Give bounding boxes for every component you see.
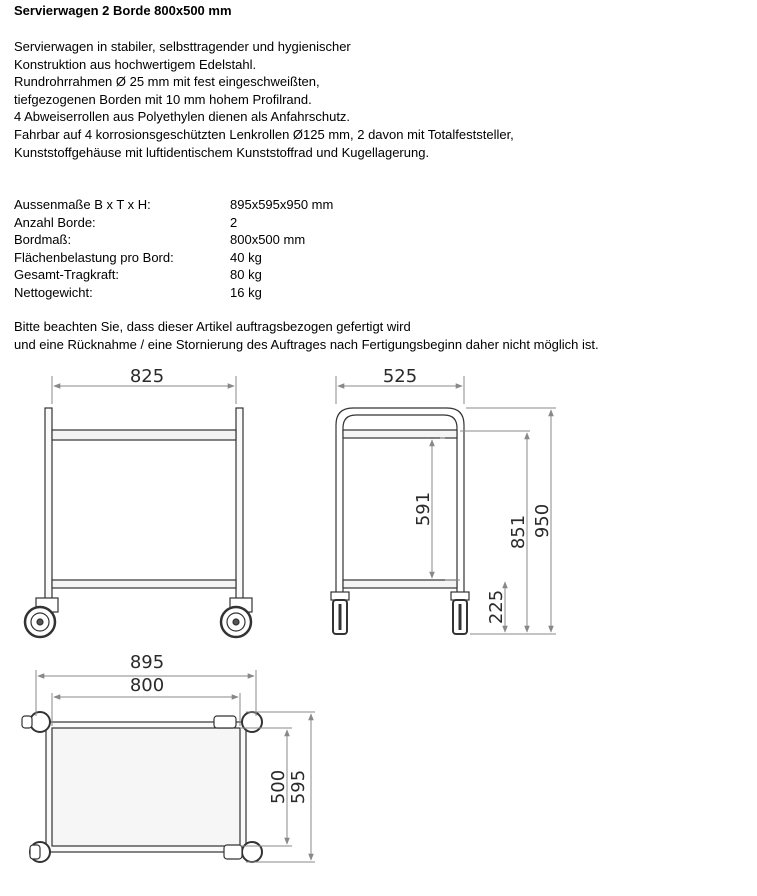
front-view: [25, 408, 252, 637]
dimension-label: 895: [129, 652, 165, 673]
dimension-label: 525: [382, 366, 418, 387]
dimension-label: 591: [413, 491, 434, 527]
spec-label: Bordmaß:: [14, 232, 72, 247]
dimension-label: 225: [486, 589, 507, 625]
caster-wheel: [221, 598, 252, 637]
page-title: Servierwagen 2 Borde 800x500 mm: [14, 3, 232, 18]
description-line: Kunststoffgehäuse mit luftidentischem Kunststoffrad und Kugellagerung.: [14, 144, 430, 160]
caster-wheel: [451, 592, 469, 634]
spec-value: 800x500 mm: [230, 232, 306, 247]
top-view: [22, 712, 262, 862]
spec-value: 80 kg: [230, 267, 262, 282]
spec-value: 16 kg: [230, 284, 262, 300]
spec-label: Anzahl Borde:: [14, 214, 96, 230]
description-line: tiefgezogenen Borden mit 10 mm hohem Profilrand.: [14, 91, 312, 107]
spec-label: Flächenbelastung pro Bord:: [14, 249, 174, 265]
dimension-label: 500: [268, 769, 289, 805]
caster-wheel: [25, 598, 58, 637]
description-line: Konstruktion aus hochwertigem Edelstahl.: [14, 56, 257, 72]
note-line: Bitte beachten Sie, dass dieser Artikel auftragsbezogen gefertigt wird: [14, 319, 411, 334]
dimension-label: 800: [129, 675, 165, 696]
dimension-label: 950: [532, 503, 553, 539]
side-view: [331, 408, 469, 634]
spec-label: Aussenmaße B x T x H:: [14, 197, 151, 212]
description-line: Rundrohrrahmen Ø 25 mm mit fest eingeschweißten,: [14, 74, 320, 90]
description-line: 4 Abweiserrollen aus Polyethylen dienen als Anfahrschutz.: [14, 109, 351, 125]
spec-value: 40 kg: [230, 249, 262, 265]
spec-label: Gesamt-Tragkraft:: [14, 267, 119, 282]
bumper-roller: [30, 842, 50, 862]
description-line: Fahrbar auf 4 korrosionsgeschützten Lenkrollen Ø125 mm, 2 davon mit Totalfeststeller,: [14, 126, 514, 142]
caster-wheel: [331, 592, 349, 634]
dimension-label: 851: [508, 514, 529, 550]
spec-label: Nettogewicht:: [14, 284, 93, 300]
spec-value: 2: [230, 214, 238, 230]
description-line: Servierwagen in stabiler, selbsttragender und hygienischer: [14, 39, 351, 54]
dimension-label: 825: [129, 366, 165, 387]
dimension-label: 595: [288, 769, 309, 805]
spec-value: 895x595x950 mm: [230, 197, 334, 212]
note-line: und eine Rücknahme / eine Stornierung des Auftrages nach Fertigungsbeginn daher nicht möglich ist.: [14, 336, 599, 352]
